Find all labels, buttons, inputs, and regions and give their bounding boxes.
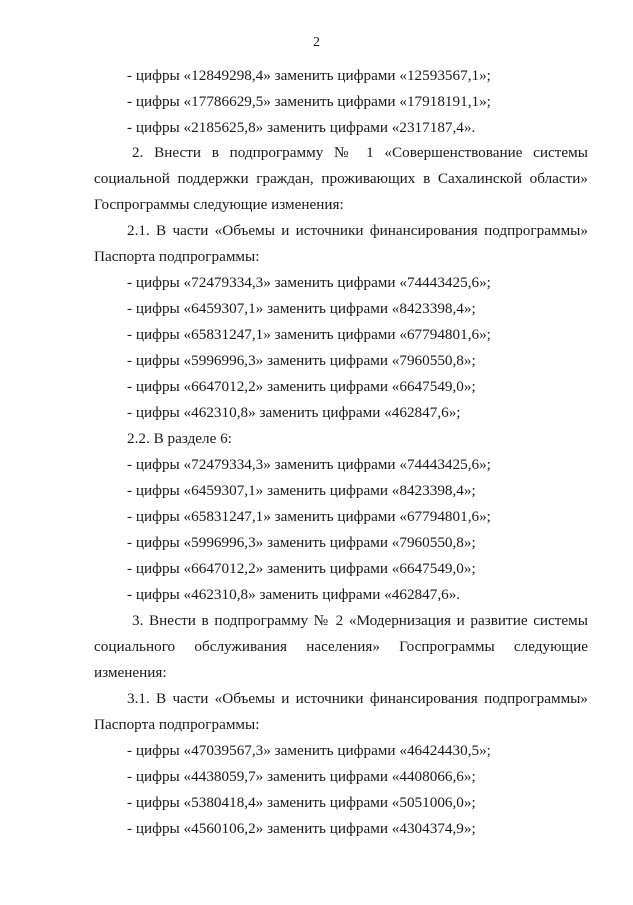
subsection-2-2-heading: 2.2. В разделе 6:: [127, 430, 232, 447]
list-item: - цифры «4438059,7» заменить цифрами «4408066,6»;: [127, 768, 476, 785]
page-number: 2: [313, 35, 320, 50]
paragraph-line: изменения:: [94, 664, 167, 681]
list-item: - цифры «462310,8» заменить цифрами «462847,6»;: [127, 404, 461, 421]
paragraph-line: социального обслуживания населения» Госпрограммы следующие: [94, 638, 588, 655]
subsection-3-1-heading: 3.1. В части «Объемы и источники финансирования подпрограммы»: [127, 690, 588, 707]
list-item: - цифры «6459307,1» заменить цифрами «8423398,4»;: [127, 300, 476, 317]
subsection-2-1-heading: 2.1. В части «Объемы и источники финансирования подпрограммы»: [127, 222, 588, 239]
list-item: - цифры «72479334,3» заменить цифрами «74443425,6»;: [127, 274, 491, 291]
list-item: - цифры «47039567,3» заменить цифрами «46424430,5»;: [127, 742, 491, 759]
list-item: - цифры «72479334,3» заменить цифрами «74443425,6»;: [127, 456, 491, 473]
list-item: - цифры «17786629,5» заменить цифрами «17918191,1»;: [127, 93, 491, 110]
paragraph-line: Паспорта подпрограммы:: [94, 716, 260, 733]
list-item: - цифры «5996996,3» заменить цифрами «7960550,8»;: [127, 534, 476, 551]
list-item: - цифры «5380418,4» заменить цифрами «5051006,0»;: [127, 794, 476, 811]
list-item: - цифры «65831247,1» заменить цифрами «67794801,6»;: [127, 508, 491, 525]
list-item: - цифры «2185625,8» заменить цифрами «2317187,4».: [127, 119, 476, 136]
list-item: - цифры «5996996,3» заменить цифрами «7960550,8»;: [127, 352, 476, 369]
list-item: - цифры «4560106,2» заменить цифрами «4304374,9»;: [127, 820, 476, 837]
list-item: - цифры «6459307,1» заменить цифрами «8423398,4»;: [127, 482, 476, 499]
list-item: - цифры «6647012,2» заменить цифрами «6647549,0»;: [127, 560, 476, 577]
paragraph-line: Паспорта подпрограммы:: [94, 248, 260, 265]
paragraph-line: социальной поддержки граждан, проживающих в Сахалинской области»: [94, 170, 588, 187]
section-2-heading: 2. Внести в подпрограмму № 1 «Совершенствование системы: [132, 144, 588, 161]
list-item: - цифры «65831247,1» заменить цифрами «67794801,6»;: [127, 326, 491, 343]
list-item: - цифры «462310,8» заменить цифрами «462847,6».: [127, 586, 461, 603]
section-3-heading: 3. Внести в подпрограмму № 2 «Модернизация и развитие системы: [132, 612, 588, 629]
list-item: - цифры «6647012,2» заменить цифрами «6647549,0»;: [127, 378, 476, 395]
list-item: - цифры «12849298,4» заменить цифрами «12593567,1»;: [127, 67, 491, 84]
paragraph-line: Госпрограммы следующие изменения:: [94, 196, 344, 213]
